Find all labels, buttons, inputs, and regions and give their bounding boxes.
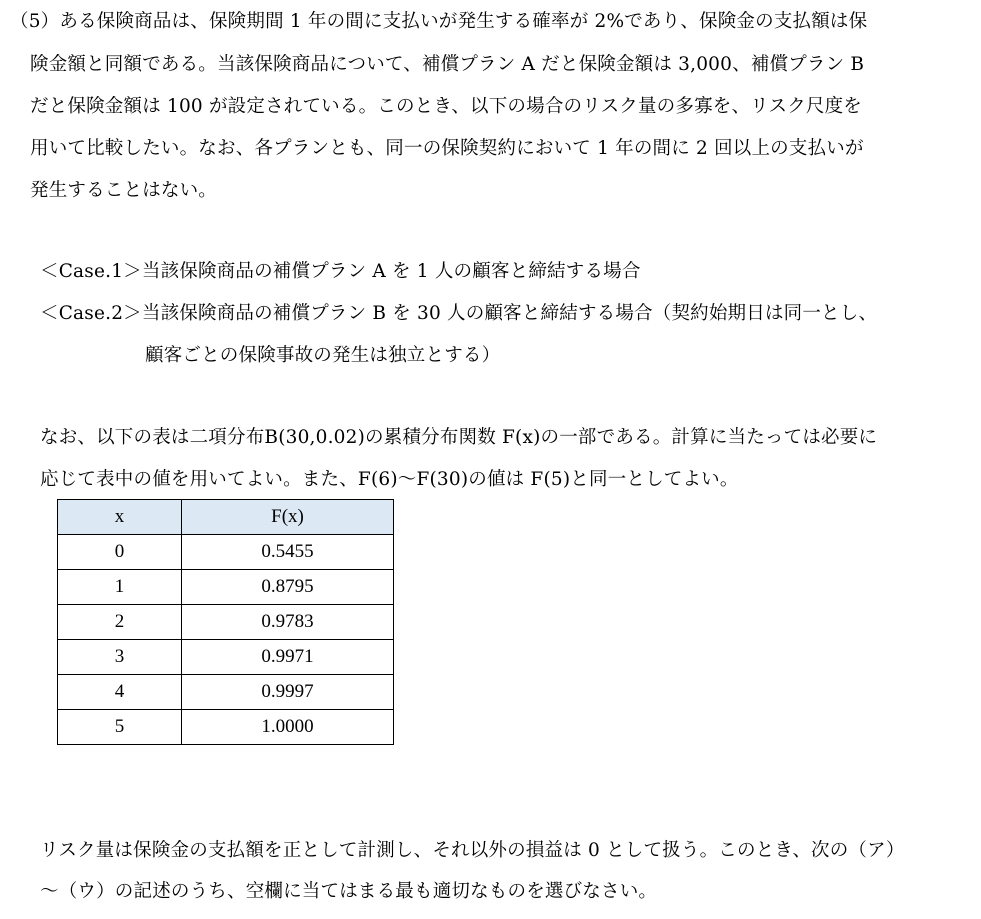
- question-line: 用いて比較したい。なお、各プランとも、同一の保険契約において 1 年の間に 2 回以上の支払いが: [30, 138, 864, 159]
- cell-fx: 0.9783: [182, 605, 394, 640]
- column-header-fx: F(x): [182, 500, 394, 535]
- table-header-row: [58, 500, 394, 535]
- question-line: だと保険金額は 100 が設定されている。このとき、以下の場合のリスク量の多寡を、リスク尺度を: [30, 96, 862, 117]
- cell-fx: 0.9971: [182, 640, 394, 675]
- note-line: なお、以下の表は二項分布B(30,0.02)の累積分布関数 F(x)の一部である。計算に当たっては必要に: [40, 427, 878, 448]
- table-row: [58, 605, 394, 640]
- table-row: [58, 710, 394, 745]
- cell-fx: 1.0000: [182, 710, 394, 745]
- table-row: [58, 535, 394, 570]
- cdf-table: [57, 499, 394, 745]
- cell-x: 5: [58, 710, 182, 745]
- case-2-continuation: 顧客ごとの保険事故の発生は独立とする）: [145, 345, 501, 366]
- case-2-text: 当該保険商品の補償プラン B を 30 人の顧客と締結する場合（契約始期日は同一とし、: [141, 303, 878, 324]
- cell-fx: 0.5455: [182, 535, 394, 570]
- question-line: 発生することはない。: [30, 180, 218, 201]
- cell-fx: 0.8795: [182, 570, 394, 605]
- footer-line: リスク量は保険金の支払額を正として計測し、それ以外の損益は 0 として扱う。このとき、次の（ア）: [40, 840, 905, 861]
- column-header-x: x: [58, 500, 182, 535]
- question-line: 険金額と同額である。当該保険商品について、補償プラン A だと保険金額は 3,000、補償プラン B: [30, 54, 865, 75]
- note-line: 応じて表中の値を用いてよい。また、F(6)～F(30)の値は F(5)と同一としてよい。: [40, 469, 739, 490]
- case-1-text: 当該保険商品の補償プラン A を 1 人の顧客と締結する場合: [141, 261, 641, 282]
- case-1: [40, 259, 641, 285]
- case-1-label: ＜Case.1＞: [40, 261, 142, 282]
- table-row: [58, 675, 394, 710]
- question-line: （5）ある保険商品は、保険期間 1 年の間に支払いが発生する確率が 2%であり、保険金の支払額は保: [10, 11, 868, 32]
- cell-x: 4: [58, 675, 182, 710]
- case-2: [40, 301, 877, 327]
- footer-line: ～（ウ）の記述のうち、空欄に当てはまる最も適切なものを選びなさい。: [40, 881, 658, 902]
- table-row: [58, 640, 394, 675]
- table-row: [58, 570, 394, 605]
- cell-x: 2: [58, 605, 182, 640]
- cell-x: 3: [58, 640, 182, 675]
- cell-x: 1: [58, 570, 182, 605]
- cell-fx: 0.9997: [182, 675, 394, 710]
- cell-x: 0: [58, 535, 182, 570]
- case-2-label: ＜Case.2＞: [40, 303, 142, 324]
